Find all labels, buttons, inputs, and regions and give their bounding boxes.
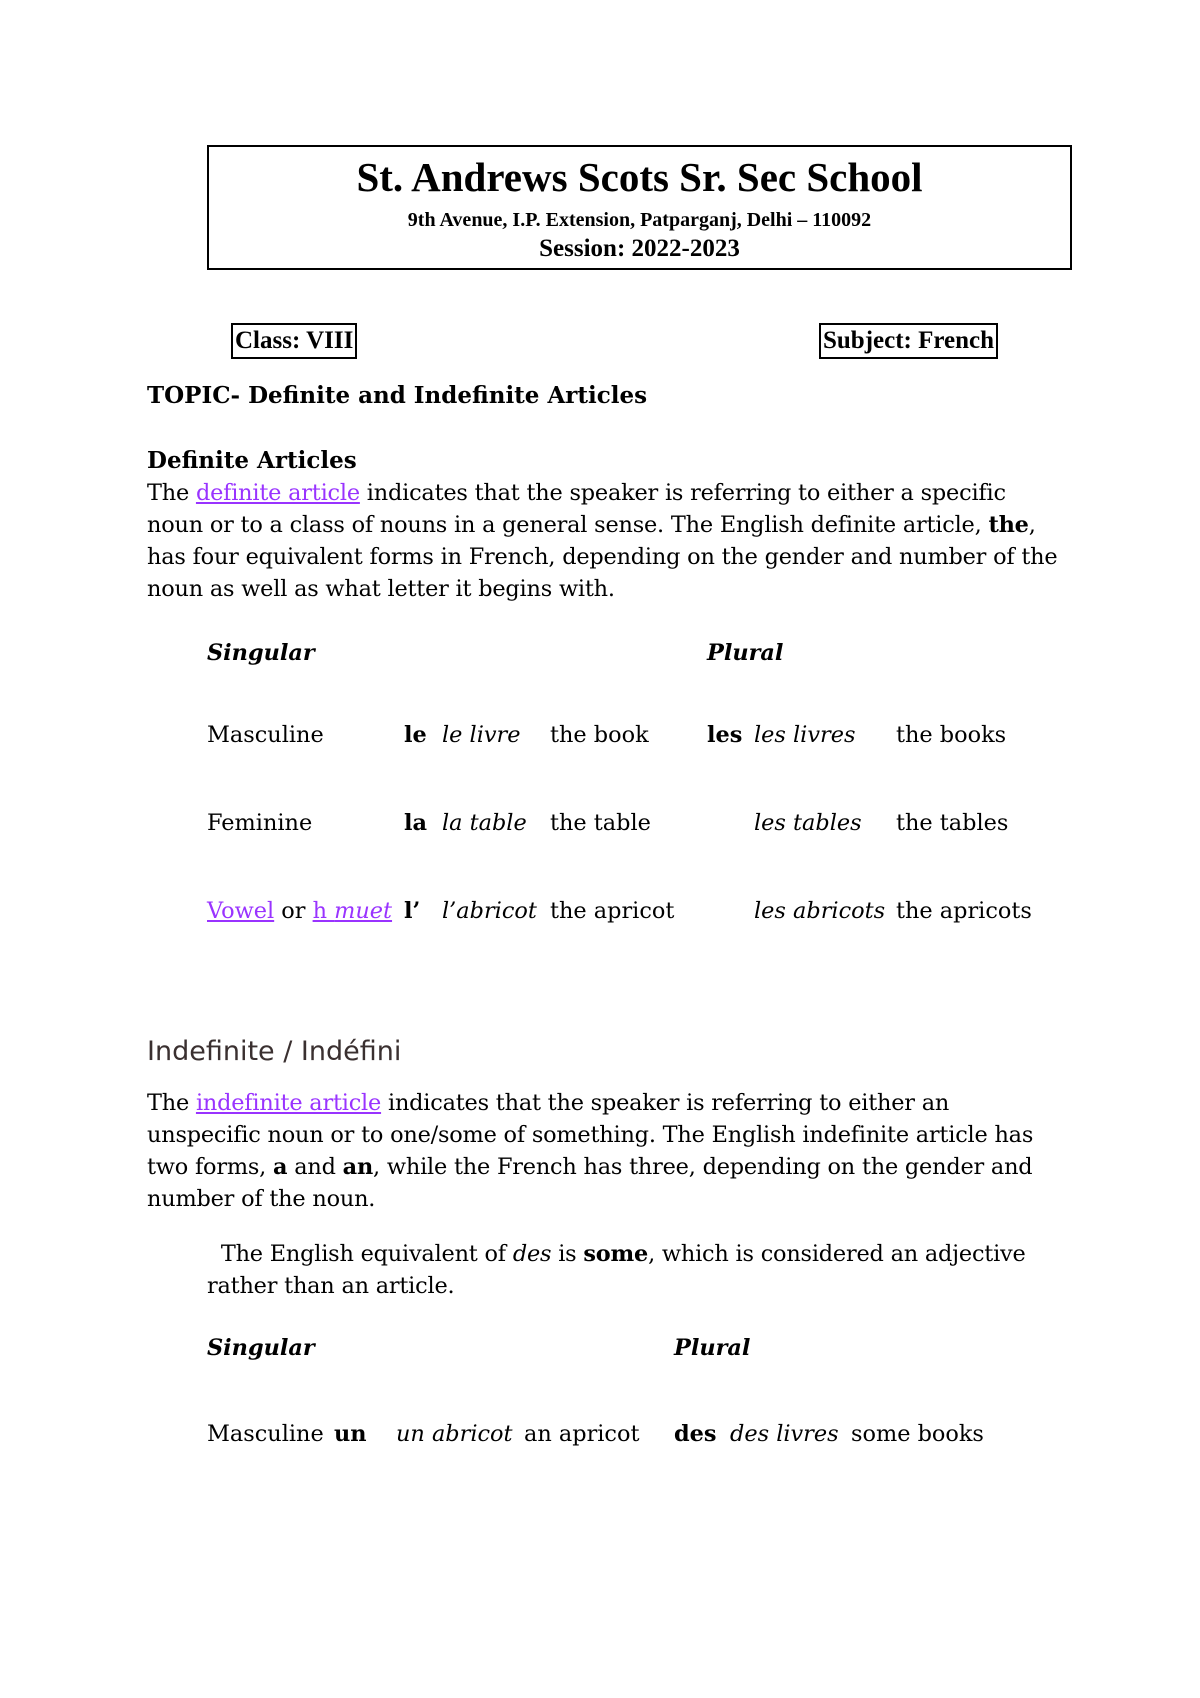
school-address: 9th Avenue, I.P. Extension, Patparganj, Delhi – 110092	[407, 209, 872, 231]
text: The	[147, 1090, 196, 1116]
subject-label: Subject: French	[819, 323, 998, 359]
definite-col-singular: Singular	[207, 640, 315, 666]
indefinite-note	[207, 1238, 1033, 1302]
example: le livre	[442, 722, 521, 748]
definite-article-link[interactable]: definite article	[195, 480, 360, 506]
definite-paragraph	[147, 477, 1067, 605]
text: indicates that the speaker is referring to either an unspecific noun or to one/some of something. The English indefinite article has two forms,	[147, 1090, 1034, 1180]
text: , has four equivalent forms in French, depending on the gender and number of the noun as well as what letter it begins with.	[147, 512, 1058, 602]
class-label: Class: VIII	[231, 323, 357, 359]
indefinite-col-plural: Plural	[674, 1335, 751, 1361]
emphasis-an: an	[342, 1154, 374, 1180]
article: l’	[404, 898, 421, 924]
text: muet	[334, 898, 393, 924]
plural-example: les tables	[754, 810, 862, 836]
text: and	[287, 1154, 343, 1180]
school-name: St. Andrews Scots Sr. Sec School	[356, 154, 923, 200]
translation: the table	[550, 810, 651, 836]
article: le	[404, 722, 427, 748]
plural-article: des	[674, 1421, 717, 1447]
session-label: Session: 2022-2023	[539, 235, 740, 262]
definite-heading: Definite Articles	[147, 447, 357, 474]
row-label: Feminine	[207, 810, 313, 836]
text: , while the French has three, depending on the gender and number of the noun.	[147, 1154, 1033, 1212]
plural-example: les livres	[754, 722, 856, 748]
translation: the book	[550, 722, 649, 748]
plural-translation: the apricots	[896, 898, 1032, 924]
school-header	[207, 145, 1072, 270]
plural-article: les	[707, 722, 743, 748]
example: un abricot	[396, 1421, 513, 1447]
text: The English equivalent of	[207, 1241, 513, 1267]
plural-translation: some books	[851, 1421, 984, 1447]
indefinite-col-singular: Singular	[207, 1335, 315, 1361]
text: indicates that the speaker is referring to either a specific noun or to a class of nouns in a general sense. The English definite article,	[147, 480, 1006, 538]
example: la table	[442, 810, 527, 836]
vowel-link[interactable]: Vowel	[207, 898, 275, 924]
emphasis-some: some	[583, 1241, 649, 1267]
translation: an apricot	[524, 1421, 640, 1447]
emphasis-des: des	[512, 1241, 552, 1267]
text: h	[312, 898, 335, 924]
plural-example: les abricots	[754, 898, 886, 924]
translation: the apricot	[550, 898, 675, 924]
text: is	[551, 1241, 584, 1267]
text: , which is considered an adjective rather than an article.	[207, 1241, 1033, 1299]
indefinite-paragraph	[147, 1087, 1067, 1215]
article: la	[404, 810, 428, 836]
plural-example: des livres	[730, 1421, 839, 1447]
emphasis-the: the	[988, 512, 1029, 538]
indefinite-article-link[interactable]: indefinite article	[195, 1090, 382, 1116]
indefinite-heading: Indefinite / Indéfini	[147, 1036, 402, 1067]
plural-translation: the tables	[896, 810, 1009, 836]
row-label: Masculine	[207, 1421, 324, 1447]
emphasis-a: a	[273, 1154, 288, 1180]
text: The	[147, 480, 196, 506]
row-label: Masculine	[207, 722, 324, 748]
h-muet-link[interactable]	[313, 898, 392, 924]
text: or	[274, 898, 313, 924]
example: l’abricot	[442, 898, 537, 924]
row-label	[207, 898, 392, 924]
article: un	[334, 1421, 367, 1447]
definite-col-plural: Plural	[707, 640, 784, 666]
plural-translation: the books	[896, 722, 1007, 748]
topic-title: TOPIC- Definite and Indefinite Articles	[147, 382, 648, 409]
